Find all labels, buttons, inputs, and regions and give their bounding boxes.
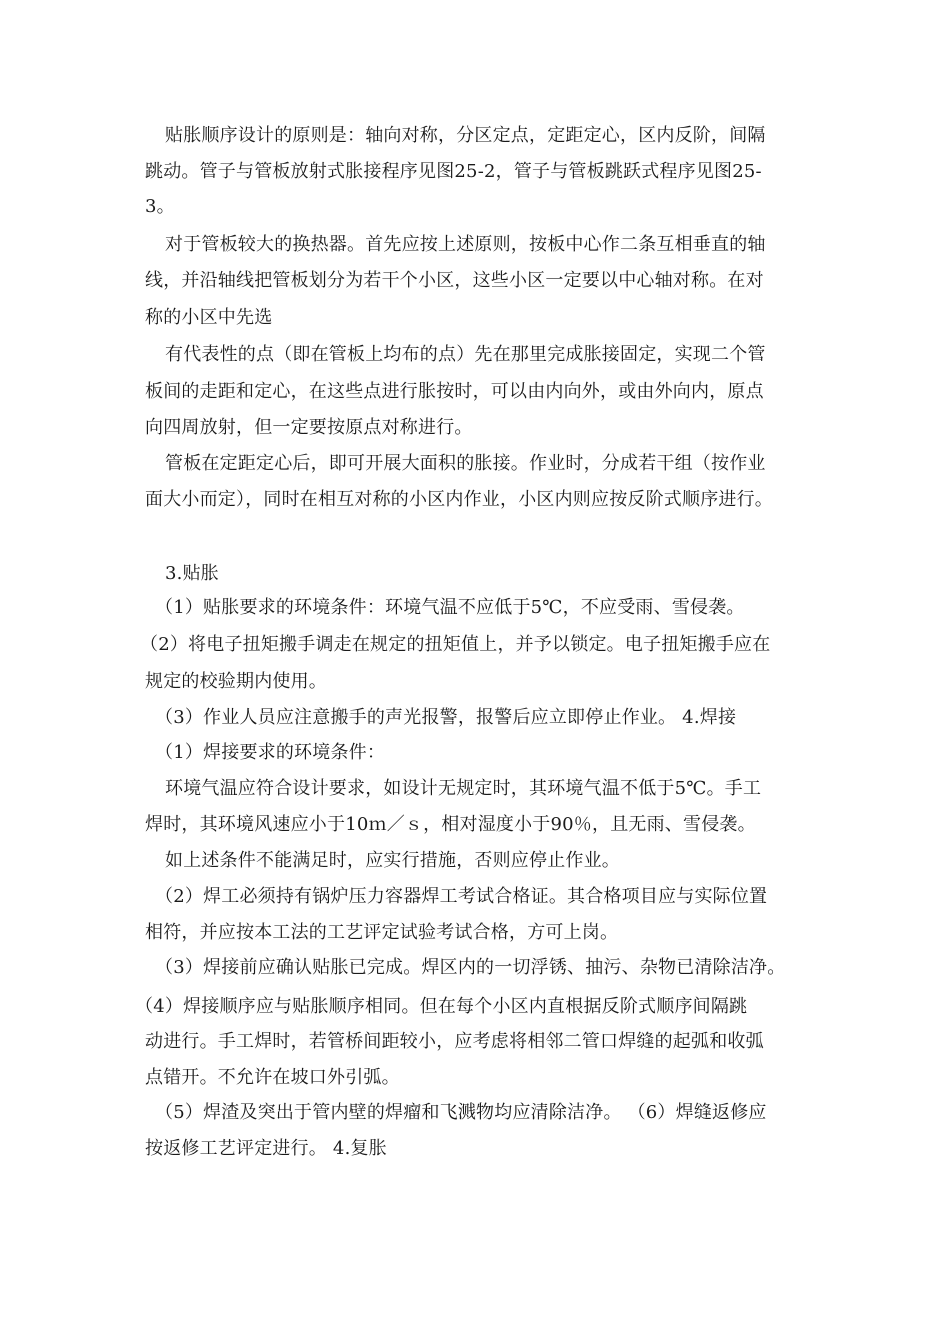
text-line: 向四周放射，但一定要按原点对称进行。 <box>145 417 473 438</box>
text-line: （5）焊渣及突出于管内壁的焊瘤和飞溅物均应清除洁净。 （6）焊缝返修应 <box>155 1102 767 1123</box>
text-line: 板间的走距和定心，在这些点进行胀按时，可以由内向外，或由外向内，原点 <box>145 381 764 402</box>
text-line: 按返修工艺评定进行。 4.复胀 <box>145 1138 387 1159</box>
section-heading: 3.贴胀 <box>165 563 219 584</box>
text-line: （1）焊接要求的环境条件： <box>155 742 386 763</box>
text-line: 贴胀顺序设计的原则是：轴向对称，分区定点，定距定心，区内反阶，间隔 <box>165 125 766 146</box>
text-line: （2）焊工必须持有锅炉压力容器焊工考试合格证。其合格项目应与实际位置 <box>155 886 768 907</box>
text-line: 管板在定距定心后，即可开展大面积的胀接。作业时，分成若干组（按作业 <box>165 453 766 474</box>
text-line: 面大小而定），同时在相互对称的小区内作业，小区内则应按反阶式顺序进行。 <box>145 489 773 510</box>
text-line: 有代表性的点（即在管板上均布的点）先在那里完成胀接固定，实现二个管 <box>165 344 766 365</box>
text-line: 跳动。管子与管板放射式胀接程序见图25-2，管子与管板跳跃式程序见图25- <box>145 161 762 182</box>
text-line: 焊时，其环境风速应小于10ｍ／ｓ，相对湿度小于90％，且无雨、雪侵袭。 <box>145 814 756 835</box>
text-line: 如上述条件不能满足时，应实行措施，否则应停止作业。 <box>165 850 620 871</box>
text-line: 称的小区中先选 <box>145 307 273 328</box>
text-line: 线，并沿轴线把管板划分为若干个小区，这些小区一定要以中心轴对称。在对 <box>145 270 764 291</box>
text-line: 点错开。不允许在坡口外引弧。 <box>145 1067 400 1088</box>
text-line: （2）将电子扭矩搬手调走在规定的扭矩值上，并予以锁定。电子扭矩搬手应在 <box>140 634 771 655</box>
text-line: 规定的校验期内使用。 <box>145 671 327 692</box>
text-line: 相符，并应按本工法的工艺评定试验考试合格，方可上岗。 <box>145 922 619 943</box>
text-line: 动进行。手工焊时，若管桥间距较小，应考虑将相邻二管口焊缝的起弧和收弧 <box>145 1031 764 1052</box>
text-line: 环境气温应符合设计要求，如设计无规定时，其环境气温不低于5℃。手工 <box>165 778 762 799</box>
text-line: 3。 <box>145 196 175 217</box>
text-line: （1）贴胀要求的环境条件：环境气温不应低于5℃，不应受雨、雪侵袭。 <box>155 597 745 618</box>
text-line: （4）焊接顺序应与贴胀顺序相同。但在每个小区内直根据反阶式顺序间隔跳 <box>135 996 748 1017</box>
text-line: 对于管板较大的换热器。首先应按上述原则，按板中心作二条互相垂直的轴 <box>165 234 766 255</box>
text-line: （3）焊接前应确认贴胀已完成。焊区内的一切浮锈、抽污、杂物已清除洁净。 <box>155 957 786 978</box>
text-line: （3）作业人员应注意搬手的声光报警，报警后应立即停止作业。 4.焊接 <box>155 707 737 728</box>
